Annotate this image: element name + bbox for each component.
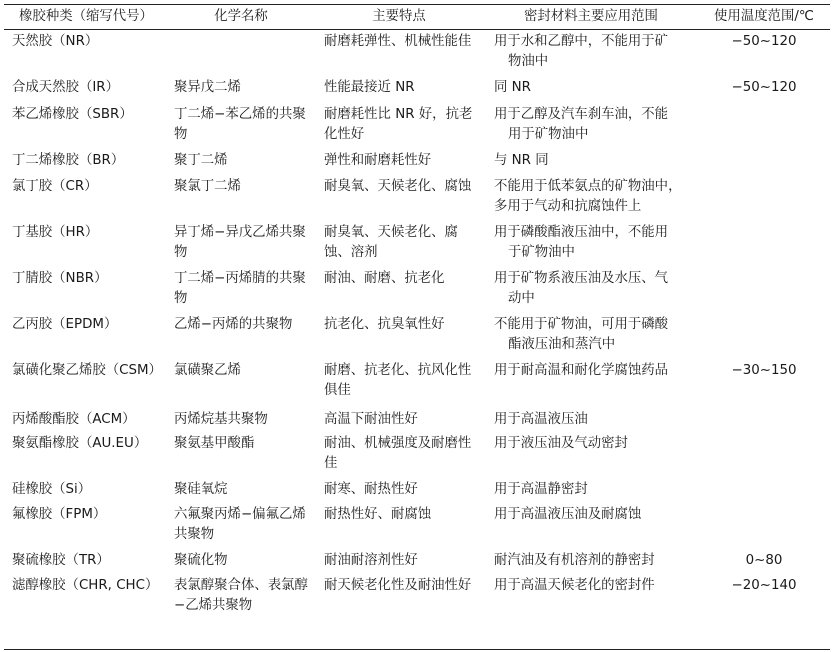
cell-temperature: [698, 503, 830, 549]
cell-rubber-type: 氯丁胶（CR）: [12, 178, 98, 194]
cell-features: 耐磨、抗老化、抗风化性俱佳: [324, 362, 472, 398]
cell-application: [484, 30, 698, 76]
header-application: 密封材料主要应用范围: [484, 5, 698, 30]
cell-rubber-type: 聚氨酯橡胶（AU.EU）: [12, 435, 148, 451]
application-line: 用于乙醇及汽车刹车油，不能: [494, 106, 669, 122]
cell-application: [484, 149, 698, 175]
cell-rubber-type: 丙烯酸酯胶（ACM）: [12, 411, 136, 427]
table-row: [4, 149, 830, 175]
cell-rubber-type: 氟橡胶（FPM）: [12, 506, 107, 522]
cell-chemical-name: 聚氨基甲酸酯: [174, 435, 255, 451]
cell-chemical-name: 六氟聚丙烯−偏氟乙烯共聚物: [174, 506, 306, 542]
cell-application: [484, 503, 698, 549]
cell-rubber-type: 天然胶（NR）: [12, 34, 99, 49]
application-line: 用于矿物系液压油及水压、气: [494, 270, 669, 286]
cell-features: 耐天候老化性及耐油性好: [324, 577, 472, 593]
cell-chemical-name: 丙烯烷基共聚物: [174, 411, 268, 427]
application-line: 用于高温液压油及耐腐蚀: [494, 506, 642, 522]
application-line: 动中: [508, 290, 535, 306]
cell-rubber-type: 滤醇橡胶（CHR, CHC）: [12, 577, 159, 593]
cell-rubber-type: 丁二烯橡胶（BR）: [12, 152, 125, 168]
cell-application: [484, 221, 698, 267]
table-row: [4, 359, 830, 408]
application-line: 酯液压油和蒸汽中: [508, 336, 616, 352]
cell-features: 抗老化、抗臭氧性好: [324, 316, 445, 332]
cell-temperature: −30~150: [731, 362, 797, 378]
rubber-seal-table-sheet: [4, 4, 830, 650]
cell-chemical-name: 表氯醇聚合体、表氯醇−乙烯共聚物: [174, 577, 308, 613]
cell-application: [484, 76, 698, 103]
table-row: [4, 549, 830, 574]
application-line: 物油中: [508, 54, 549, 69]
cell-application: [484, 408, 698, 432]
cell-temperature: 0~80: [745, 552, 783, 568]
application-line: 多用于气动和抗腐蚀件上: [494, 198, 642, 214]
cell-application: [484, 103, 698, 149]
cell-temperature: [698, 432, 830, 478]
cell-features: 耐臭氧、天候老化、腐蚀、溶剂: [324, 224, 458, 260]
header-main-features: 主要特点: [314, 5, 484, 30]
cell-chemical-name: 聚硅氧烷: [174, 481, 228, 497]
cell-features: 耐油、机械强度及耐磨性佳: [324, 435, 472, 471]
application-line: 用于高温天候老化的密封件: [494, 577, 655, 593]
application-line: 用于高温液压油: [494, 411, 588, 427]
cell-features: 耐臭氧、天候老化、腐蚀: [324, 178, 472, 194]
cell-rubber-type: 氯磺化聚乙烯胶（CSM）: [12, 362, 162, 378]
cell-temperature: [698, 478, 830, 503]
cell-features: 性能最接近 NR: [324, 79, 415, 95]
application-line: 用于液压油及气动密封: [494, 435, 628, 451]
cell-rubber-type: 丁腈胶（NBR）: [12, 270, 108, 286]
table-row: [4, 432, 830, 478]
application-line: 于矿物油中: [508, 244, 575, 260]
application-line: 不能用于矿物油，可用于磷酸: [494, 316, 669, 332]
table-row: [4, 175, 830, 221]
application-line: 用于高温静密封: [494, 481, 588, 497]
cell-rubber-type: 丁基胶（HR）: [12, 224, 99, 240]
cell-temperature: [698, 313, 830, 359]
application-line: 同 NR: [494, 79, 531, 95]
table-row: [4, 221, 830, 267]
table-header-row: [4, 5, 830, 30]
cell-temperature: [698, 103, 830, 149]
table-row: [4, 478, 830, 503]
cell-features: 耐热性好、耐腐蚀: [324, 506, 432, 522]
rubber-types-table: [4, 5, 830, 620]
cell-application: [484, 574, 698, 620]
cell-temperature: [698, 175, 830, 221]
cell-features: 耐磨耗弹性、机械性能佳: [324, 34, 472, 49]
cell-chemical-name: 聚丁二烯: [174, 152, 228, 168]
header-rubber-type: 橡胶种类（缩写代号）: [4, 5, 168, 30]
table-row: [4, 30, 830, 76]
application-line: 耐汽油及有机溶剂的静密封: [494, 552, 655, 568]
cell-features: 高温下耐油性好: [324, 411, 418, 427]
cell-application: [484, 432, 698, 478]
cell-rubber-type: 乙丙胶（EPDM）: [12, 316, 118, 332]
cell-application: [484, 313, 698, 359]
cell-features: 耐油、耐磨、抗老化: [324, 270, 445, 286]
cell-temperature: −50~120: [731, 79, 797, 95]
application-line: 不能用于低苯氨点的矿物油中，: [494, 178, 682, 194]
cell-chemical-name: 聚氯丁二烯: [174, 178, 241, 194]
cell-chemical-name: 聚异戊二烯: [174, 79, 241, 95]
cell-temperature: −20~140: [731, 577, 797, 593]
cell-application: [484, 175, 698, 221]
cell-temperature: [698, 267, 830, 313]
table-row: [4, 574, 830, 620]
cell-chemical-name: 丁二烯−丙烯腈的共聚物: [174, 270, 306, 306]
application-line: 用于耐高温和耐化学腐蚀药品: [494, 362, 669, 378]
cell-features: 耐油耐溶剂性好: [324, 552, 418, 568]
cell-application: [484, 478, 698, 503]
cell-features: 耐寒、耐热性好: [324, 481, 418, 497]
cell-rubber-type: 合成天然胶（IR）: [12, 79, 119, 95]
application-line: 用于水和乙醇中，不能用于矿: [494, 34, 669, 49]
header-chemical-name: 化学名称: [168, 5, 314, 30]
cell-chemical-name: 异丁烯−异戊乙烯共聚物: [174, 224, 306, 260]
table-row: [4, 408, 830, 432]
table-row: [4, 103, 830, 149]
application-line: 用于磷酸酯液压油中，不能用: [494, 224, 669, 240]
table-row: [4, 503, 830, 549]
cell-application: [484, 549, 698, 574]
cell-chemical-name: 乙烯−丙烯的共聚物: [174, 316, 293, 332]
table-row: [4, 267, 830, 313]
cell-rubber-type: 聚硫橡胶（TR）: [12, 552, 110, 568]
cell-temperature: −50~120: [731, 34, 797, 49]
cell-chemical-name: 氯磺聚乙烯: [174, 362, 241, 378]
application-line: 与 NR 同: [494, 152, 549, 168]
cell-chemical-name: [168, 30, 314, 76]
cell-application: [484, 359, 698, 408]
cell-chemical-name: 丁二烯−苯乙烯的共聚物: [174, 106, 306, 142]
cell-features: 耐磨耗性比 NR 好，抗老化性好: [324, 106, 473, 142]
cell-rubber-type: 硅橡胶（Si）: [12, 481, 92, 497]
cell-rubber-type: 苯乙烯橡胶（SBR）: [12, 106, 133, 122]
cell-temperature: [698, 149, 830, 175]
cell-temperature: [698, 221, 830, 267]
table-row: [4, 313, 830, 359]
table-row: [4, 76, 830, 103]
cell-application: [484, 267, 698, 313]
application-line: 用于矿物油中: [508, 126, 589, 142]
cell-temperature: [698, 408, 830, 432]
cell-chemical-name: 聚硫化物: [174, 552, 228, 568]
header-temperature: 使用温度范围/℃: [698, 5, 830, 30]
cell-features: 弹性和耐磨耗性好: [324, 152, 432, 168]
